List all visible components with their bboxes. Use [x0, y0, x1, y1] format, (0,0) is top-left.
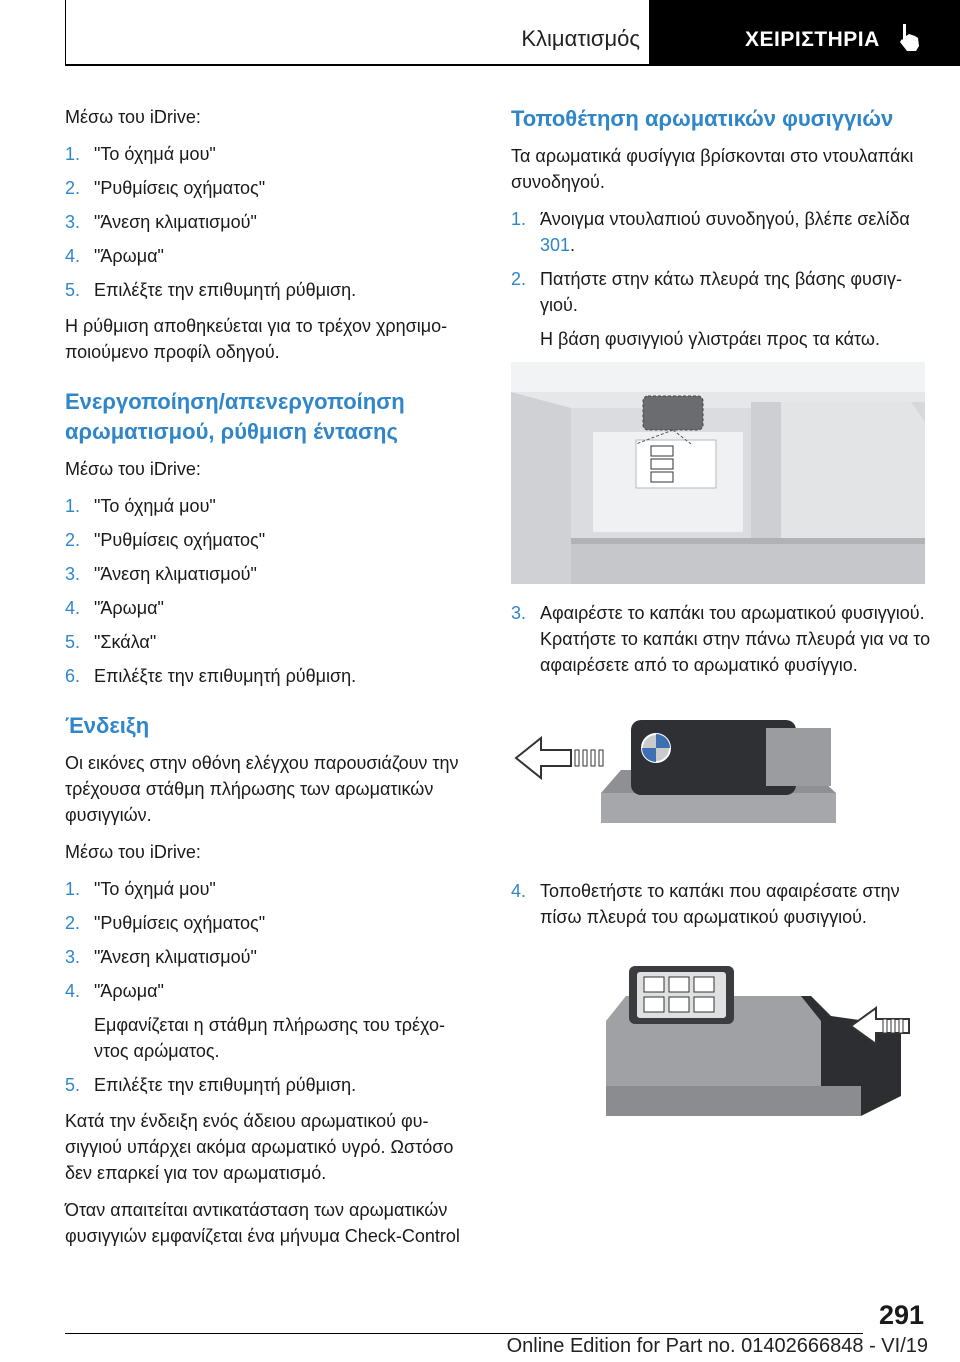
- step-text: "Άνεση κλιματισμού": [94, 212, 257, 232]
- step-text: Επιλέξτε την επιθυμητή ρύθμιση.: [94, 280, 357, 300]
- step-text: "Άρωμα": [94, 598, 164, 618]
- left-column: [65, 104, 465, 1260]
- step-number: 4.: [65, 246, 81, 266]
- paragraph: Κατά την ένδειξη ενός άδειου αρωματικού φυσιγγιού υπάρχει ακόμα αρωματικό υγρό. Ωστόσο δεν επαρκεί για τον αρωματισμό.: [65, 1111, 454, 1183]
- step-text: "Άρωμα": [94, 981, 164, 1001]
- list-item: [65, 595, 465, 621]
- list-item: [65, 663, 465, 689]
- step-number: 3.: [65, 947, 81, 967]
- section-heading: Ενεργοποίηση/απενεργοποίηση αρωματισμού, ρύθμιση έντασης: [65, 389, 405, 444]
- glovebox-photo: [511, 362, 925, 584]
- step-text: "Το όχημά μου": [94, 879, 216, 899]
- list-item: [511, 206, 931, 258]
- list-item: [65, 277, 465, 303]
- header-rule-left: [65, 0, 66, 65]
- list-item: [511, 600, 931, 678]
- footer-edition: Online Edition for Part no. 01402666848 - VI/19: [506, 1335, 928, 1357]
- section-heading: Τοποθέτηση αρωματικών φυσιγγιών: [511, 106, 894, 131]
- header-chapter-tab: [649, 0, 960, 66]
- step-number: 5.: [65, 632, 81, 652]
- paragraph: Όταν απαιτείται αντικατάσταση των αρωματικών φυσιγγιών εμφανίζεται ένα μήνυμα Check-Control: [65, 1200, 460, 1246]
- header-chapter-label: ΧΕΙΡΙΣΤΗΡΙΑ: [745, 28, 880, 51]
- footer-rule: [65, 1333, 863, 1334]
- step-number: 3.: [511, 603, 527, 623]
- list-item: [65, 944, 465, 970]
- list-item: [65, 629, 465, 655]
- step-number: 2.: [65, 178, 81, 198]
- cap-placement-illustration: [511, 966, 925, 1121]
- list-item: [65, 561, 465, 587]
- page-link[interactable]: 301: [540, 235, 571, 255]
- step-number: 1.: [65, 879, 81, 899]
- intro-text: Μέσω του iDrive:: [65, 107, 201, 127]
- step-text: Επιλέξτε την επιθυμητή ρύθμιση.: [94, 666, 357, 686]
- paragraph: Οι εικόνες στην οθόνη ελέγχου παρουσιάζουν την τρέχουσα στάθμη πλήρωσης των αρωματικών φυσιγγιών.: [65, 753, 459, 825]
- step-text: "Το όχημά μου": [94, 496, 216, 516]
- list-item: [65, 978, 465, 1064]
- list-item: [511, 878, 931, 930]
- steps-list-1: [65, 141, 465, 303]
- step-number: 1.: [65, 144, 81, 164]
- step-number: 6.: [65, 666, 81, 686]
- steps-list-install-2: [511, 600, 931, 678]
- intro-text: Τα αρωματικά φυσίγγια βρίσκονται στο ντουλαπάκι συνοδηγού.: [511, 146, 914, 192]
- step-subtext: Η βάση φυσιγγιού γλιστράει προς τα κάτω.: [540, 329, 880, 349]
- steps-list-install: [511, 206, 931, 352]
- step-text: "Ρυθμίσεις οχήματος": [94, 530, 266, 550]
- step-number: 3.: [65, 212, 81, 232]
- step-number: 2.: [65, 913, 81, 933]
- step-text: "Άρωμα": [94, 246, 164, 266]
- list-item: [65, 243, 465, 269]
- cartridge-cap-removal-illustration: [511, 708, 925, 838]
- step-number: 2.: [511, 269, 527, 289]
- step-text: Αφαιρέστε το καπάκι του αρωματικού φυσιγγιού. Κρατήστε το καπάκι στην πάνω πλευρά για να το αφαιρέσετε από το αρωματικό φυσίγγιο.: [540, 603, 931, 675]
- step-text-end: .: [570, 235, 576, 255]
- step-number: 5.: [65, 280, 81, 300]
- step-text: Πατήστε στην κάτω πλευρά της βάσης φυσιγγιού.: [540, 269, 903, 315]
- list-item: [511, 266, 931, 352]
- step-text: Άνοιγμα ντουλαπιού συνοδηγού, βλέπε σελίδα: [540, 209, 910, 229]
- section-heading: Ένδειξη: [65, 713, 150, 738]
- step-text: Επιλέξτε την επιθυμητή ρύθμιση.: [94, 1075, 357, 1095]
- step-text: Τοποθετήστε το καπάκι που αφαιρέσατε στην πίσω πλευρά του αρωματικού φυσιγγιού.: [540, 881, 900, 927]
- steps-list-2: [65, 493, 465, 689]
- step-text: "Άνεση κλιματισμού": [94, 564, 257, 584]
- step-text: "Το όχημά μου": [94, 144, 216, 164]
- step-text: "Άνεση κλιματισμού": [94, 947, 257, 967]
- step-number: 1.: [511, 209, 527, 229]
- step-number: 3.: [65, 564, 81, 584]
- steps-list-3: [65, 876, 465, 1098]
- list-item: [65, 175, 465, 201]
- list-item: [65, 527, 465, 553]
- intro-text: Μέσω του iDrive:: [65, 459, 201, 479]
- list-item: [65, 141, 465, 167]
- right-column: [511, 104, 931, 1121]
- list-item: [65, 1072, 465, 1098]
- header-rule-bottom: [65, 64, 649, 66]
- intro-text: Μέσω του iDrive:: [65, 842, 201, 862]
- step-number: 1.: [65, 496, 81, 516]
- list-item: [65, 209, 465, 235]
- step-text: "Ρυθμίσεις οχήματος": [94, 178, 266, 198]
- step-text: "Σκάλα": [94, 632, 157, 652]
- paragraph: Η ρύθμιση αποθηκεύεται για το τρέχον χρησιμοποιούμενο προφίλ οδηγού.: [65, 316, 448, 362]
- steps-list-install-3: [511, 878, 931, 930]
- step-number: 4.: [65, 981, 81, 1001]
- step-number: 4.: [511, 881, 527, 901]
- step-subtext: Εμφανίζεται η στάθμη πλήρωσης του τρέχοντος αρώματος.: [94, 1015, 446, 1061]
- page-number: 291: [878, 1300, 924, 1330]
- step-number: 4.: [65, 598, 81, 618]
- list-item: [65, 493, 465, 519]
- step-number: 5.: [65, 1075, 81, 1095]
- list-item: [65, 910, 465, 936]
- hand-pointer-icon: [896, 22, 924, 52]
- list-item: [65, 876, 465, 902]
- step-text: "Ρυθμίσεις οχήματος": [94, 913, 266, 933]
- header-section-title: Κλιματισμός: [521, 26, 640, 51]
- step-number: 2.: [65, 530, 81, 550]
